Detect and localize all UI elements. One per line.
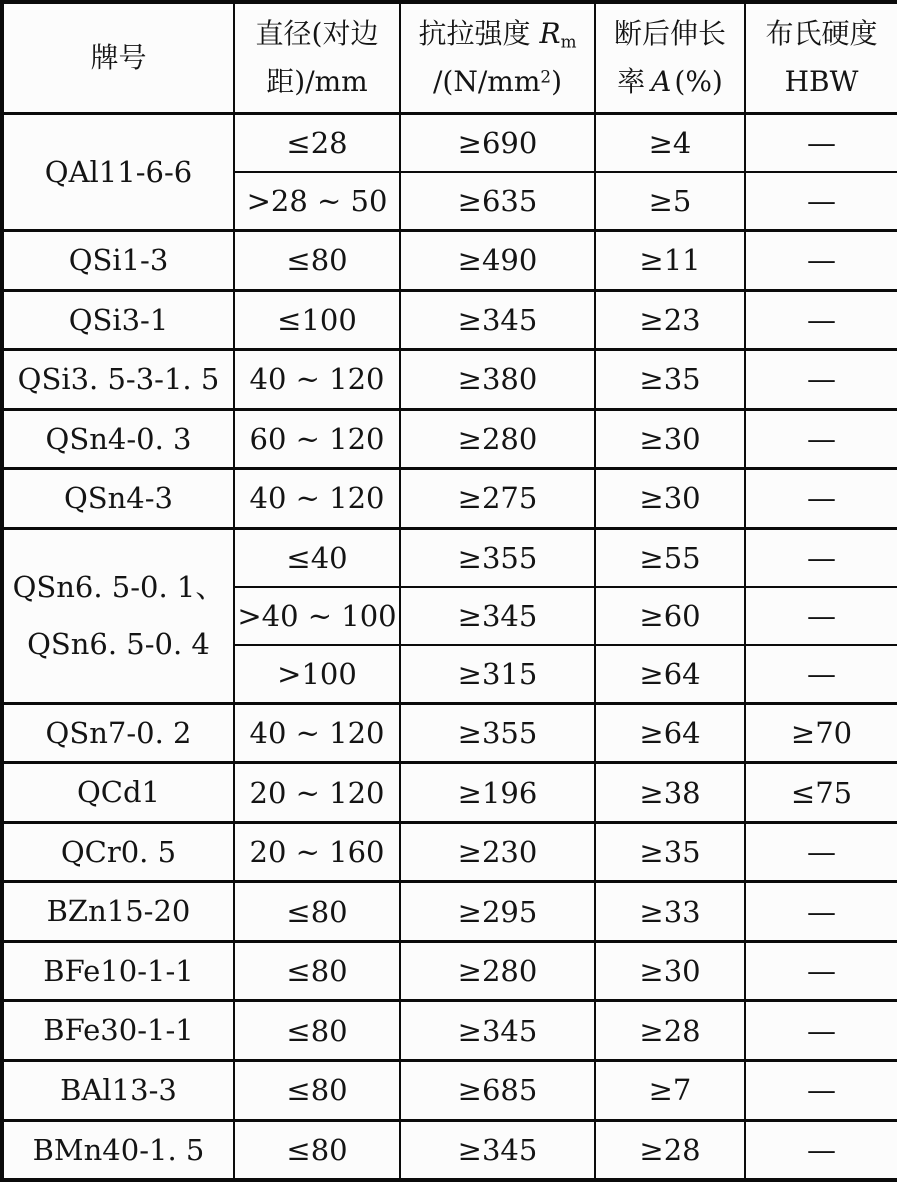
table-row <box>2 350 897 410</box>
cell-tensile: ≥345 <box>400 290 595 350</box>
cell-tensile: ≥690 <box>400 114 595 173</box>
grade-text: QSn4-3 <box>63 481 174 516</box>
cell-diameter: ≤28 <box>234 114 400 173</box>
col-header-tensile-strength <box>400 2 595 114</box>
table-row <box>2 409 897 469</box>
tensile-unit-pre: /(N/mm <box>432 65 541 98</box>
elongation-symbol-A: A <box>651 65 672 98</box>
header-diameter-line1: 直径(对边 <box>255 17 379 51</box>
grade-text: QSn6. 5-0. 4 <box>27 626 210 661</box>
cell-grade <box>2 469 234 529</box>
table-row <box>2 822 897 882</box>
grade-text: BFe10-1-1 <box>43 953 194 988</box>
grade-text: QAl11-6-6 <box>44 154 193 189</box>
grade-text: QCr0. 5 <box>60 834 177 869</box>
cell-diameter: 20 ~ 160 <box>234 822 400 882</box>
table-row <box>2 231 897 291</box>
grade-text: BMn40-1. 5 <box>32 1132 205 1167</box>
cell-diameter: ≤80 <box>234 941 400 1001</box>
cell-elongation: ≥11 <box>595 231 745 291</box>
cell-grade <box>2 882 234 942</box>
cell-elongation: ≥23 <box>595 290 745 350</box>
grade-text: QSi3-1 <box>68 302 169 337</box>
tensile-unit-exponent: 2 <box>540 66 552 87</box>
table-row <box>2 528 897 587</box>
cell-diameter: ≤80 <box>234 1120 400 1180</box>
cell-diameter: 40 ~ 120 <box>234 469 400 529</box>
cell-tensile: ≥355 <box>400 703 595 763</box>
cell-elongation: ≥5 <box>595 172 745 231</box>
table-row <box>2 1001 897 1061</box>
cell-tensile: ≥315 <box>400 645 595 704</box>
cell-tensile: ≥196 <box>400 763 595 823</box>
cell-hardness: — <box>745 528 897 587</box>
cell-tensile: ≥380 <box>400 350 595 410</box>
cell-elongation: ≥30 <box>595 941 745 1001</box>
header-diameter-line2: 距)/mm <box>266 65 368 98</box>
cell-tensile: ≥490 <box>400 231 595 291</box>
table-row <box>2 882 897 942</box>
cell-grade <box>2 763 234 823</box>
cell-tensile: ≥230 <box>400 822 595 882</box>
cell-grade <box>2 290 234 350</box>
col-header-grade <box>2 2 234 114</box>
grade-text: BZn15-20 <box>46 894 191 929</box>
cell-hardness: — <box>745 172 897 231</box>
cell-diameter: ≤40 <box>234 528 400 587</box>
grade-text: QSn4-0. 3 <box>45 421 192 456</box>
header-tensile-line1 <box>401 10 594 58</box>
cell-elongation: ≥30 <box>595 469 745 529</box>
grade-text: QSn6. 5-0. 1、 <box>12 570 225 605</box>
table-row <box>2 703 897 763</box>
grade-text: QCd1 <box>77 775 160 810</box>
tensile-label-text: 抗拉强度 <box>418 17 531 51</box>
elongation-unit: (%) <box>674 65 723 98</box>
cell-diameter: ≤80 <box>234 1001 400 1061</box>
cell-elongation: ≥64 <box>595 703 745 763</box>
cell-elongation: ≥38 <box>595 763 745 823</box>
cell-hardness: — <box>745 290 897 350</box>
cell-diameter: 40 ~ 120 <box>234 703 400 763</box>
cell-hardness: — <box>745 1001 897 1061</box>
cell-hardness: ≥70 <box>745 703 897 763</box>
cell-grade <box>2 350 234 410</box>
elongation-label-text: 率 <box>617 65 646 98</box>
table-row <box>2 1061 897 1121</box>
cell-elongation: ≥30 <box>595 409 745 469</box>
cell-elongation: ≥60 <box>595 587 745 645</box>
cell-tensile: ≥295 <box>400 882 595 942</box>
header-hardness-line1: 布氏硬度 <box>765 17 878 51</box>
cell-tensile: ≥280 <box>400 941 595 1001</box>
cell-hardness: — <box>745 587 897 645</box>
cell-hardness: — <box>745 469 897 529</box>
cell-elongation: ≥64 <box>595 645 745 704</box>
cell-grade <box>2 114 234 231</box>
table-row <box>2 1120 897 1180</box>
cell-grade <box>2 1001 234 1061</box>
grade-text: QSi3. 5-3-1. 5 <box>17 362 220 397</box>
cell-hardness: — <box>745 882 897 942</box>
cell-hardness: — <box>745 114 897 173</box>
cell-grade <box>2 1061 234 1121</box>
table-row <box>2 469 897 529</box>
cell-elongation: ≥35 <box>595 350 745 410</box>
cell-diameter: >28 ~ 50 <box>234 172 400 231</box>
table-row <box>2 941 897 1001</box>
grade-text: QSn7-0. 2 <box>45 715 192 750</box>
grade-text: BFe30-1-1 <box>43 1013 194 1048</box>
cell-hardness: ≤75 <box>745 763 897 823</box>
cell-diameter: 20 ~ 120 <box>234 763 400 823</box>
cell-grade <box>2 941 234 1001</box>
cell-grade <box>2 528 234 703</box>
cell-hardness: — <box>745 645 897 704</box>
table-row <box>2 763 897 823</box>
cell-hardness: — <box>745 822 897 882</box>
cell-grade <box>2 231 234 291</box>
cell-hardness: — <box>745 350 897 410</box>
col-header-elongation <box>595 2 745 114</box>
cell-grade <box>2 409 234 469</box>
cell-diameter: ≤80 <box>234 231 400 291</box>
cell-tensile: ≥635 <box>400 172 595 231</box>
cell-tensile: ≥345 <box>400 587 595 645</box>
cell-elongation: ≥4 <box>595 114 745 173</box>
cell-tensile: ≥280 <box>400 409 595 469</box>
cell-hardness: — <box>745 941 897 1001</box>
cell-tensile: ≥275 <box>400 469 595 529</box>
table-row <box>2 114 897 173</box>
cell-elongation: ≥7 <box>595 1061 745 1121</box>
header-elongation-line2 <box>596 58 744 106</box>
cell-hardness: — <box>745 1061 897 1121</box>
cell-grade <box>2 822 234 882</box>
cell-diameter: 40 ~ 120 <box>234 350 400 410</box>
cell-diameter: >100 <box>234 645 400 704</box>
header-row <box>2 2 897 114</box>
cell-tensile: ≥355 <box>400 528 595 587</box>
tensile-unit-post: ) <box>551 65 563 98</box>
cell-elongation: ≥55 <box>595 528 745 587</box>
cell-elongation: ≥35 <box>595 822 745 882</box>
table-row <box>2 290 897 350</box>
cell-diameter: >40 ~ 100 <box>234 587 400 645</box>
cell-tensile: ≥685 <box>400 1061 595 1121</box>
col-header-diameter <box>234 2 400 114</box>
cell-tensile: ≥345 <box>400 1120 595 1180</box>
cell-grade <box>2 1120 234 1180</box>
cell-grade <box>2 703 234 763</box>
header-tensile-line2 <box>401 58 594 106</box>
grade-text: BAl13-3 <box>60 1073 177 1108</box>
cell-diameter: ≤80 <box>234 882 400 942</box>
cell-elongation: ≥28 <box>595 1001 745 1061</box>
cell-diameter: ≤80 <box>234 1061 400 1121</box>
cell-elongation: ≥28 <box>595 1120 745 1180</box>
header-hardness-line2: HBW <box>784 65 859 98</box>
cell-hardness: — <box>745 409 897 469</box>
cell-diameter: 60 ~ 120 <box>234 409 400 469</box>
tensile-symbol-subscript: m <box>560 32 577 53</box>
header-grade-label: 牌号 <box>90 41 147 75</box>
cell-diameter: ≤100 <box>234 290 400 350</box>
cell-elongation: ≥33 <box>595 882 745 942</box>
cell-tensile: ≥345 <box>400 1001 595 1061</box>
cell-hardness: — <box>745 231 897 291</box>
grade-text: QSi1-3 <box>68 243 169 277</box>
col-header-hardness <box>745 2 897 114</box>
header-elongation-line1: 断后伸长 <box>613 17 726 51</box>
cell-hardness: — <box>745 1120 897 1180</box>
tensile-symbol-R: R <box>539 17 561 51</box>
